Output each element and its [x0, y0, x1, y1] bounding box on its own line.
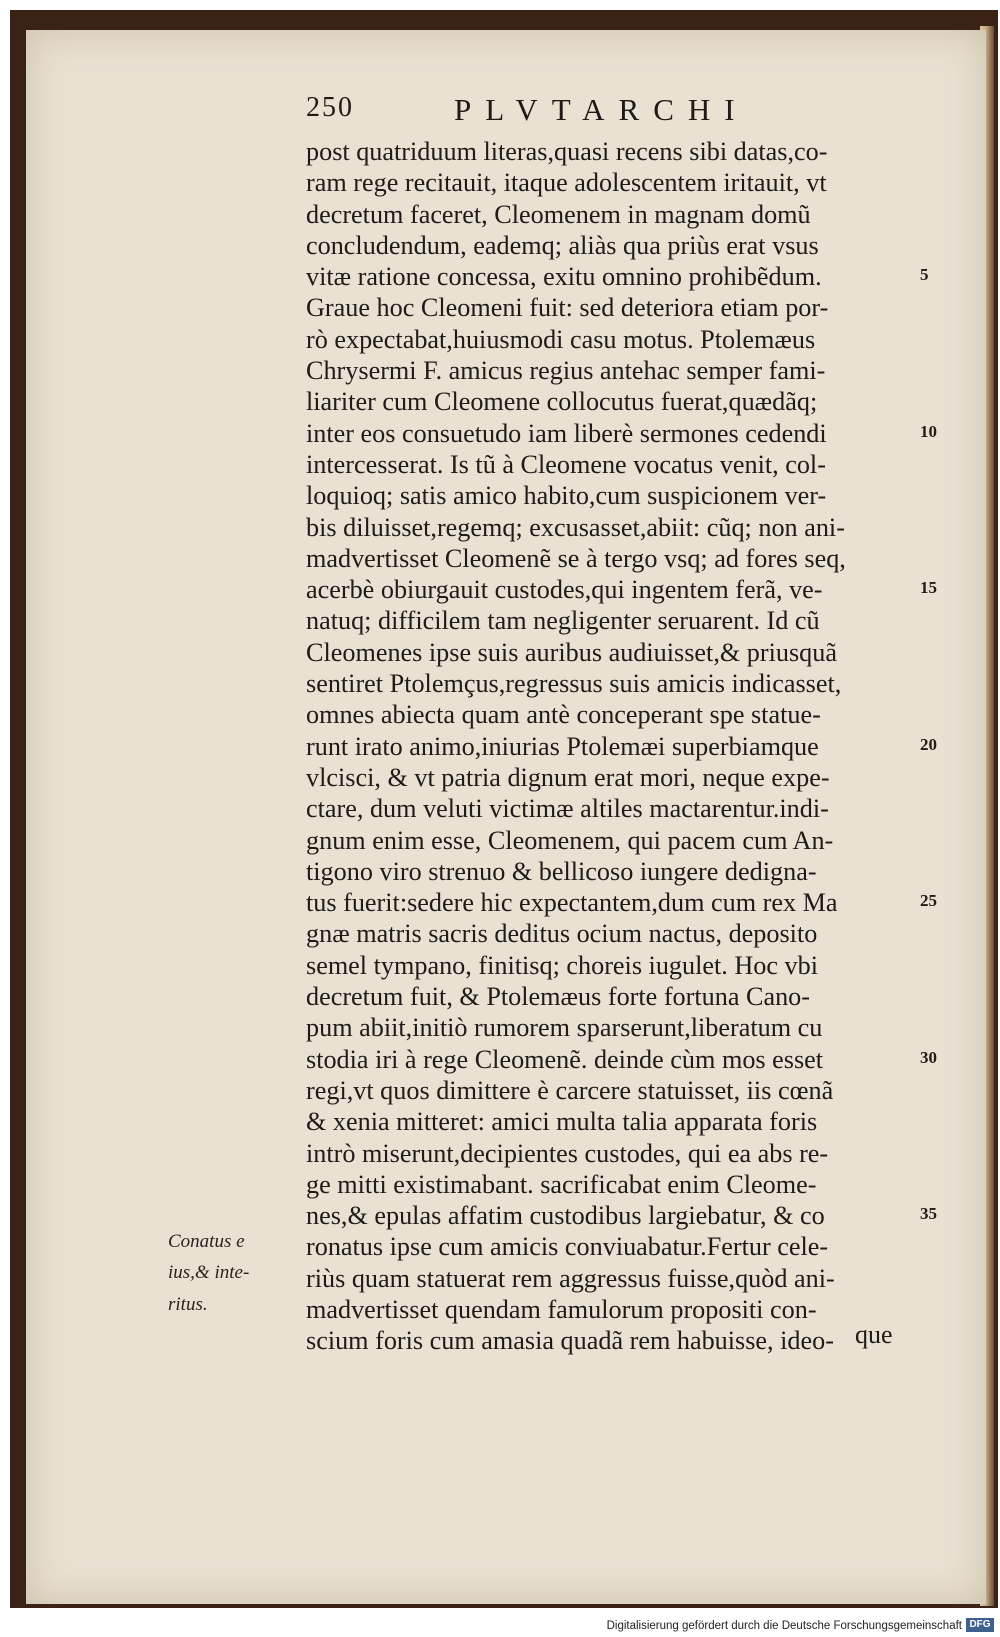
text-line: Chrysermi F. amicus regius antehac semper fami-	[306, 356, 826, 386]
text-line: runt irato animo,iniurias Ptolemæi superbiamque	[306, 731, 819, 761]
text-line: Graue hoc Cleomeni fuit: sed deteriora etiam por-	[306, 293, 829, 323]
line-number: 10	[920, 421, 937, 441]
text-line: loquioq; satis amico habito,cum suspicionem ver-	[306, 481, 827, 511]
text-line: acerbè obiurgauit custodes,qui ingentem ferã, ve-	[306, 575, 823, 605]
text-line: stodia iri à rege Cleomenẽ. deinde cùm mos esset	[306, 1044, 824, 1074]
text-line: decretum fuit, & Ptolemæus forte fortuna Cano-	[306, 982, 810, 1012]
text-line: & xenia mitteret: amici multa talia apparata foris	[306, 1107, 818, 1137]
text-line: decretum faceret, Cleomenem in magnam domũ	[306, 199, 811, 229]
text-line: nes,& epulas affatim custodibus largiebatur, & co	[306, 1201, 825, 1231]
text-line: ctare, dum veluti victimæ altiles mactarentur.indi-	[306, 794, 829, 824]
text-line: madvertisset quendam famulorum propositi con-	[306, 1294, 817, 1324]
text-line: rò expectabat,huiusmodi casu motus. Ptolemæus	[306, 324, 816, 354]
text-line: gnum enim esse, Cleomenem, qui pacem cum An-	[306, 825, 834, 855]
text-line: Cleomenes ipse suis auribus audiuisset,& priusquã	[306, 637, 837, 667]
dfg-logo-icon: DFG	[966, 1618, 994, 1632]
line-number: 15	[920, 578, 937, 598]
line-number: 30	[920, 1047, 937, 1067]
marginal-note-line: ius,& inte-	[168, 1262, 250, 1284]
text-line: pum abiit,initiò rumorem sparserunt,liberatum cu	[306, 1013, 823, 1043]
text-line: riùs quam statuerat rem aggressus fuisse,quòd ani-	[306, 1263, 835, 1293]
text-line: liariter cum Cleomene collocutus fuerat,quædãq;	[306, 387, 818, 417]
catchword: que	[855, 1320, 893, 1349]
text-line: ronatus ipse cum amicis conviuabatur.Fertur cele-	[306, 1232, 829, 1262]
text-line: scium foris cum amasia quadã rem habuisse, ideo-	[306, 1326, 834, 1356]
text-line: inter eos consuetudo iam liberè sermones cedendi	[306, 418, 827, 448]
page-title: PLVTARCHI	[454, 92, 749, 127]
text-line: bis diluisset,regemq; excusasset,abiit: cũq; non ani-	[306, 512, 845, 542]
text-line: vlcisci, & vt patria dignum erat mori, neque expe-	[306, 762, 830, 792]
body-text	[306, 136, 910, 1357]
text-line: gnæ matris sacris deditus ocium nactus, deposito	[306, 919, 818, 949]
text-line: tigono viro strenuo & bellicoso iungere dedigna-	[306, 856, 817, 886]
marginal-note	[168, 1226, 288, 1320]
line-number: 35	[920, 1204, 937, 1224]
line-number: 20	[920, 734, 937, 754]
text-line: sentiret Ptolemçus,regressus suis amicis indicasset,	[306, 669, 842, 699]
text-line: semel tympano, finitisq; choreis iugulet. Hoc vbi	[306, 950, 819, 980]
marginal-note-line: Conatus e	[168, 1231, 245, 1252]
text-line: natuq; difficilem tam negligenter seruarent. Id cũ	[306, 606, 820, 636]
line-number: 25	[920, 891, 937, 911]
text-line: concludendum, eademq; aliàs qua priùs erat vsus	[306, 230, 819, 260]
text-line: intercesserat. Is tũ à Cleomene vocatus venit, col-	[306, 449, 826, 479]
text-line: tus fuerit:sedere hic expectantem,dum cum rex Ma	[306, 888, 838, 918]
line-number: 5	[920, 265, 929, 285]
footer-credit: Digitalisierung gefördert durch die Deutsche Forschungsgemeinschaft	[606, 1620, 962, 1632]
text-line: regi,vt quos dimittere è carcere statuisset, iis cœnã	[306, 1075, 834, 1105]
text-line: ram rege recitauit, itaque adolescentem iritauit, vt	[306, 168, 827, 198]
text-line: madvertisset Cleomenẽ se à tergo vsq; ad fores seq,	[306, 543, 846, 573]
text-line: post quatriduum literas,quasi recens sibi datas,co-	[306, 137, 828, 166]
running-head	[306, 92, 806, 132]
text-line: vitæ ratione concessa, exitu omnino prohibẽdum.	[306, 262, 822, 292]
page-number: 250	[306, 92, 354, 123]
text-line: ge mitti existimabant. sacrificabat enim Cleome-	[306, 1169, 817, 1199]
text-line: intrò miserunt,decipientes custodes, qui ea abs re-	[306, 1138, 829, 1168]
text-line: omnes abiecta quam antè conceperant spe statue-	[306, 700, 821, 730]
marginal-note-line: ritus.	[168, 1293, 208, 1315]
